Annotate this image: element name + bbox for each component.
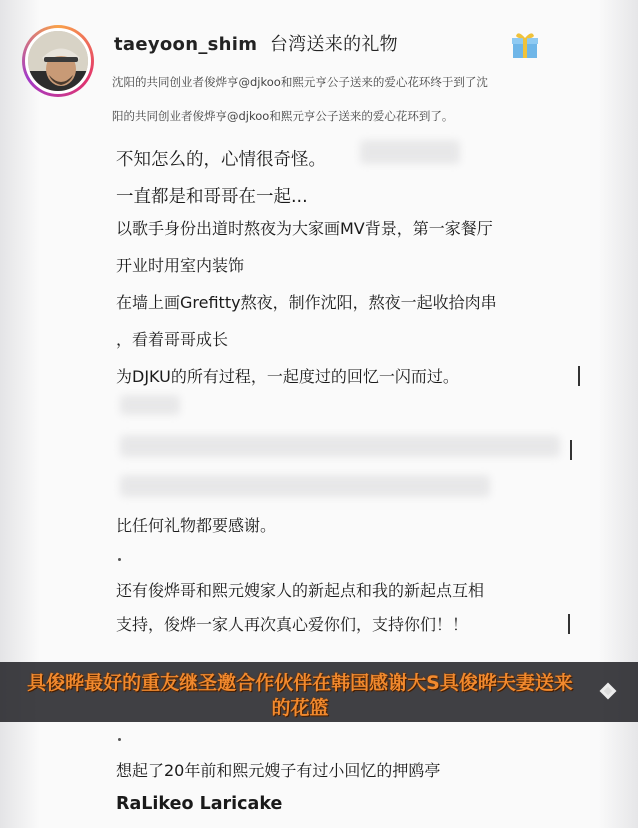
separator-dot	[118, 558, 121, 561]
post-title: 台湾送来的礼物	[269, 34, 398, 55]
body-line: 开业时用室内装饰	[116, 256, 245, 275]
body-line: 以歌手身份出道时熬夜为大家画MV背景，第一家餐厅	[116, 219, 493, 238]
body-line: 还有俊烨哥和熙元嫂家人的新起点和我的新起点互相	[116, 581, 485, 600]
body-line: RaLikeo Laricake	[116, 794, 283, 814]
gift-icon	[510, 30, 540, 60]
banner-line: 具俊晔最好的重友继圣邀合作伙伴在韩国感谢大S具俊晔夫妻送来	[27, 672, 573, 694]
text-cursor	[570, 440, 572, 460]
caption-line: 阳的共同创业者俊烨亨@djkoo和熙元亨公子送来的爱心花环到了。	[112, 109, 454, 123]
blurred-text	[120, 475, 490, 497]
blurred-text	[120, 395, 180, 415]
sparkle-icon	[597, 680, 619, 702]
text-cursor	[568, 614, 570, 634]
body-line: 一直都是和哥哥在一起...	[116, 187, 308, 207]
username[interactable]: taeyoon_shim	[114, 34, 258, 55]
banner-line: 的花篮	[271, 697, 329, 719]
blurred-text	[120, 435, 560, 457]
avatar[interactable]	[22, 25, 94, 97]
blurred-text	[360, 140, 460, 164]
body-line: 支持，俊烨一家人再次真心爱你们，支持你们！！	[116, 615, 469, 634]
post-header	[114, 30, 398, 56]
body-line: 不知怎么的，心情很奇怪。	[116, 150, 326, 170]
body-line: 想起了20年前和熙元嫂子有过小回忆的押鸥亭	[116, 761, 441, 780]
body-line: 比任何礼物都要感谢。	[116, 516, 277, 535]
text-cursor	[578, 366, 580, 386]
body-line: ，看着哥哥成长	[116, 330, 229, 349]
avatar-photo	[25, 28, 91, 94]
body-line: 为DJKU的所有过程，一起度过的回忆一闪而过。	[116, 367, 459, 386]
separator-dot	[118, 738, 121, 741]
body-line: 在墙上画Grefitty熬夜，制作沈阳，熬夜一起收拾肉串	[116, 293, 497, 312]
caption-line: 沈阳的共同创业者俊烨亨@djkoo和熙元亨公子送来的爱心花环终于到了沈	[112, 75, 488, 89]
